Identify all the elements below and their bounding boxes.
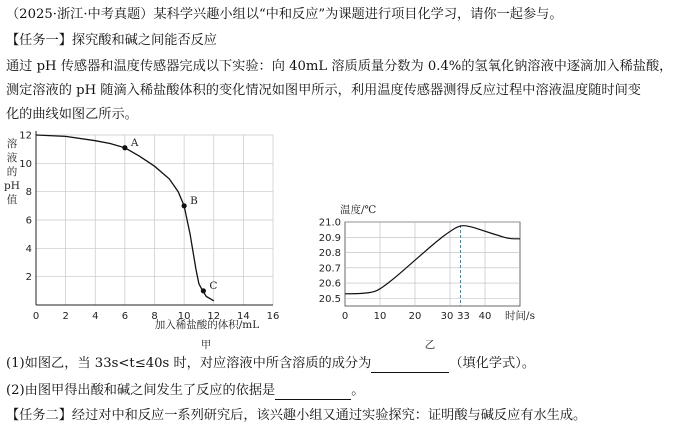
y-tick-label: 12	[19, 130, 32, 142]
question-2-suffix: 。	[351, 383, 365, 398]
x-tick-label: 0	[32, 311, 40, 322]
y-tick-label: 20.7	[318, 263, 341, 275]
y-tick-label: 4	[25, 243, 32, 255]
y-tick-label: 20.9	[318, 232, 341, 244]
question-2	[6, 382, 364, 400]
question-1-suffix: （填化学式）。	[449, 356, 536, 371]
question-2-prefix: (2)由图甲得出酸和碱之间发生了反应的依据是	[6, 383, 276, 398]
y-axis-label-char: 的	[6, 166, 18, 178]
data-point-label: C	[209, 279, 218, 292]
intro-text: （2025·浙江·中考真题）某科学兴趣小组以“中和反应”为课题进行项目化学习，请你一起参与。	[6, 7, 563, 22]
x-tick-label: 0	[341, 311, 349, 322]
y-axis-label-char: 溶	[6, 138, 18, 150]
y-axis-label-char: 液	[6, 152, 18, 164]
question-1	[6, 355, 535, 373]
x-tick-label: 12	[207, 311, 221, 322]
task2-heading: 【任务二】经过对中和反应一系列研究后，该兴趣小组又通过实验探究：证明酸与碱反应有水生成。	[6, 408, 587, 423]
data-point-label: A	[130, 136, 139, 149]
y-tick-label: 20.8	[318, 248, 341, 260]
paragraph-line-3: 化的曲线如图乙所示。	[6, 107, 138, 122]
x-tick-label: 2	[62, 311, 69, 322]
paragraph-line-2: 测定溶液的 pH 随滴入稀盐酸体积的变化情况如图甲所示，利用温度传感器测得反应过程中溶液温度随时间变	[6, 83, 641, 98]
chart-caption: 乙	[424, 339, 436, 351]
chart-caption: 甲	[200, 339, 212, 351]
x-tick-label: 16	[266, 311, 280, 322]
temperature-curve	[345, 226, 520, 294]
answer-blank-2[interactable]	[275, 385, 351, 400]
y-tick-label: 2	[25, 272, 32, 284]
y-tick-label: 21.0	[318, 217, 341, 229]
question-1-prefix: (1)如图乙，当 33s<t≤40s 时，对应溶液中所含溶质的成分为	[6, 356, 372, 371]
y-axis-label: 温度/℃	[340, 204, 377, 216]
x-tick-label: 40	[478, 311, 492, 322]
y-axis-label-char: pH	[4, 180, 20, 192]
x-tick-label: 10	[373, 311, 387, 322]
x-axis-label: 加入稀盐酸的体积/mL	[154, 319, 260, 331]
x-tick-label: 10	[177, 311, 191, 322]
answer-blank-1[interactable]	[371, 358, 449, 373]
x-tick-label: 33	[457, 311, 470, 322]
x-tick-label: 30	[440, 311, 454, 322]
y-tick-label: 8	[25, 187, 32, 199]
x-axis-label: 时间/s	[505, 310, 535, 322]
x-tick-label: 6	[121, 311, 129, 322]
y-tick-label: 6	[25, 215, 32, 227]
x-tick-label: 20	[408, 311, 422, 322]
y-tick-label: 20.6	[318, 278, 341, 290]
x-tick-label: 14	[237, 311, 250, 322]
task1-heading: 【任务一】探究酸和碱之间能否反应	[6, 33, 217, 48]
x-tick-label: 4	[92, 311, 99, 322]
y-tick-label: 10	[19, 158, 32, 170]
paragraph-line-1: 通过 pH 传感器和温度传感器完成以下实验：向 40mL 溶质质量分数为 0.4%的氢氧化钠溶液中逐滴加入稀盐酸，	[6, 59, 673, 74]
y-tick-label: 20.5	[318, 293, 341, 305]
x-tick-label: 8	[151, 311, 158, 322]
y-axis-label-char: 值	[6, 194, 18, 206]
data-point-label: B	[190, 194, 198, 207]
